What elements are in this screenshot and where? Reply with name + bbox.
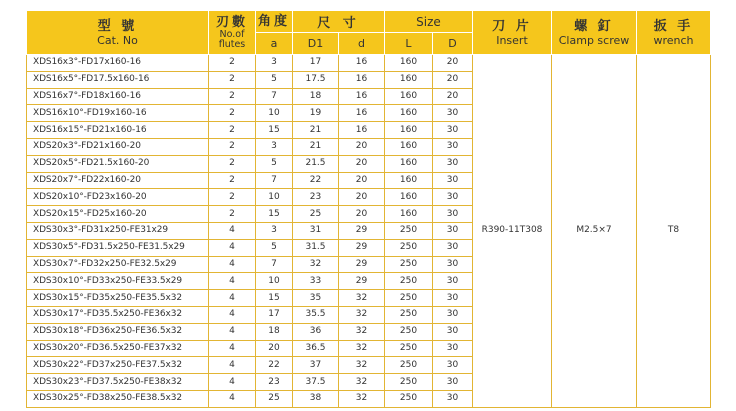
cell-flutes: 2: [209, 138, 256, 155]
cell-cat-no: XDS30x25°-FD38x250-FE38.5x32: [27, 390, 209, 407]
cell-cat-no: XDS20x5°-FD21.5x160-20: [27, 155, 209, 172]
cell-d-small: 16: [339, 88, 385, 105]
cell-d-large: 30: [433, 340, 473, 357]
header-size-en: Size: [385, 11, 473, 33]
cell-cat-no: XDS30x20°-FD36.5x250-FE37x32: [27, 340, 209, 357]
cell-insert: R390-11T308: [473, 55, 552, 408]
cell-angle: 5: [256, 155, 293, 172]
cell-l: 160: [385, 206, 433, 223]
header-angle-a: a: [256, 33, 293, 55]
cell-l: 160: [385, 172, 433, 189]
cell-d-small: 20: [339, 155, 385, 172]
cell-d-small: 16: [339, 122, 385, 139]
cell-d-large: 30: [433, 256, 473, 273]
cell-cat-no: XDS20x10°-FD23x160-20: [27, 189, 209, 206]
cell-d-large: 30: [433, 390, 473, 407]
cell-d1: 37.5: [293, 374, 339, 391]
cell-angle: 23: [256, 374, 293, 391]
cell-l: 250: [385, 290, 433, 307]
cell-flutes: 4: [209, 357, 256, 374]
cell-d-large: 20: [433, 88, 473, 105]
cell-flutes: 4: [209, 306, 256, 323]
cell-cat-no: XDS20x15°-FD25x160-20: [27, 206, 209, 223]
cell-d1: 36: [293, 323, 339, 340]
cell-d-small: 32: [339, 306, 385, 323]
cell-flutes: 2: [209, 71, 256, 88]
cell-flutes: 2: [209, 105, 256, 122]
cell-d1: 37: [293, 357, 339, 374]
cell-l: 250: [385, 390, 433, 407]
cell-cat-no: XDS30x22°-FD37x250-FE37.5x32: [27, 357, 209, 374]
cell-l: 160: [385, 122, 433, 139]
cell-d-large: 30: [433, 273, 473, 290]
header-wrench: 扳 手 wrench: [637, 11, 711, 55]
cell-d-large: 20: [433, 71, 473, 88]
cell-d-small: 32: [339, 357, 385, 374]
cell-cat-no: XDS16x7°-FD18x160-16: [27, 88, 209, 105]
cell-d1: 21: [293, 138, 339, 155]
cell-cat-no: XDS30x10°-FD33x250-FE33.5x29: [27, 273, 209, 290]
header-size-zh: 尺 寸: [293, 11, 385, 33]
cell-flutes: 2: [209, 88, 256, 105]
cell-l: 250: [385, 306, 433, 323]
cell-l: 250: [385, 374, 433, 391]
cell-d1: 23: [293, 189, 339, 206]
cell-l: 160: [385, 105, 433, 122]
cell-d-large: 30: [433, 290, 473, 307]
spec-table-container: [26, 10, 711, 408]
cell-d-small: 29: [339, 222, 385, 239]
header-clamp-screw: 螺 釘 Clamp screw: [552, 11, 637, 55]
header-cat-no: 型 號 Cat. No: [27, 11, 209, 55]
cell-d1: 35: [293, 290, 339, 307]
cell-d1: 21: [293, 122, 339, 139]
cell-l: 250: [385, 256, 433, 273]
cell-cat-no: XDS16x10°-FD19x160-16: [27, 105, 209, 122]
cell-d-large: 30: [433, 138, 473, 155]
cell-flutes: 4: [209, 390, 256, 407]
cell-flutes: 2: [209, 172, 256, 189]
cell-d1: 36.5: [293, 340, 339, 357]
cell-flutes: 4: [209, 340, 256, 357]
cell-angle: 5: [256, 71, 293, 88]
cell-angle: 3: [256, 55, 293, 72]
cell-d-large: 30: [433, 122, 473, 139]
cell-l: 250: [385, 340, 433, 357]
cell-l: 160: [385, 55, 433, 72]
cell-l: 160: [385, 189, 433, 206]
cell-d-large: 30: [433, 323, 473, 340]
cell-d1: 38: [293, 390, 339, 407]
cell-d1: 33: [293, 273, 339, 290]
cell-angle: 3: [256, 138, 293, 155]
cell-l: 160: [385, 88, 433, 105]
cell-d1: 21.5: [293, 155, 339, 172]
cell-d-small: 29: [339, 256, 385, 273]
cell-flutes: 4: [209, 374, 256, 391]
cell-angle: 10: [256, 273, 293, 290]
cell-angle: 20: [256, 340, 293, 357]
cell-cat-no: XDS30x17°-FD35.5x250-FE36x32: [27, 306, 209, 323]
cell-flutes: 4: [209, 290, 256, 307]
cell-cat-no: XDS30x15°-FD35x250-FE35.5x32: [27, 290, 209, 307]
cell-d-large: 30: [433, 172, 473, 189]
cell-flutes: 4: [209, 273, 256, 290]
cell-d-large: 30: [433, 206, 473, 223]
spec-table-body: [27, 55, 711, 408]
cell-d-large: 30: [433, 105, 473, 122]
header-insert: 刀 片 Insert: [473, 11, 552, 55]
cell-cat-no: XDS16x5°-FD17.5x160-16: [27, 71, 209, 88]
cell-l: 250: [385, 323, 433, 340]
cell-d-small: 16: [339, 71, 385, 88]
cell-angle: 22: [256, 357, 293, 374]
cell-d-large: 30: [433, 374, 473, 391]
cell-l: 160: [385, 71, 433, 88]
cell-cat-no: XDS30x18°-FD36x250-FE36.5x32: [27, 323, 209, 340]
cell-angle: 17: [256, 306, 293, 323]
cell-d-small: 20: [339, 172, 385, 189]
cell-d-small: 20: [339, 189, 385, 206]
cell-angle: 7: [256, 256, 293, 273]
cell-angle: 5: [256, 239, 293, 256]
cell-d-large: 30: [433, 357, 473, 374]
cell-d-small: 32: [339, 340, 385, 357]
cell-clamp-screw: M2.5×7: [552, 55, 637, 408]
cell-angle: 3: [256, 222, 293, 239]
cell-d1: 22: [293, 172, 339, 189]
cell-flutes: 4: [209, 239, 256, 256]
cell-cat-no: XDS30x7°-FD32x250-FE32.5x29: [27, 256, 209, 273]
cell-d-small: 32: [339, 374, 385, 391]
cell-d-small: 20: [339, 138, 385, 155]
cell-angle: 10: [256, 189, 293, 206]
cell-d-large: 30: [433, 306, 473, 323]
cell-d1: 25: [293, 206, 339, 223]
cell-angle: 10: [256, 105, 293, 122]
cell-l: 160: [385, 138, 433, 155]
cell-l: 250: [385, 273, 433, 290]
cell-d-small: 16: [339, 105, 385, 122]
header-flutes: 刃數 No.of flutes: [209, 11, 256, 55]
cell-cat-no: XDS20x7°-FD22x160-20: [27, 172, 209, 189]
cell-flutes: 2: [209, 206, 256, 223]
spec-table: [26, 10, 711, 408]
cell-flutes: 4: [209, 222, 256, 239]
cell-d1: 19: [293, 105, 339, 122]
cell-cat-no: XDS30x5°-FD31.5x250-FE31.5x29: [27, 239, 209, 256]
cell-d-small: 20: [339, 206, 385, 223]
table-row: [27, 55, 711, 72]
cell-angle: 18: [256, 323, 293, 340]
cell-angle: 15: [256, 290, 293, 307]
cell-d1: 31.5: [293, 239, 339, 256]
cell-d1: 17.5: [293, 71, 339, 88]
cell-cat-no: XDS16x15°-FD21x160-16: [27, 122, 209, 139]
cell-cat-no: XDS20x3°-FD21x160-20: [27, 138, 209, 155]
header-l: L: [385, 33, 433, 55]
header-d1: D1: [293, 33, 339, 55]
cell-wrench: T8: [637, 55, 711, 408]
header-d-large: D: [433, 33, 473, 55]
cell-d-small: 32: [339, 290, 385, 307]
cell-d-large: 30: [433, 239, 473, 256]
header-d-small: d: [339, 33, 385, 55]
cell-d-small: 32: [339, 390, 385, 407]
cell-d1: 31: [293, 222, 339, 239]
cell-d-large: 20: [433, 55, 473, 72]
cell-cat-no: XDS30x3°-FD31x250-FE31x29: [27, 222, 209, 239]
cell-d-large: 30: [433, 189, 473, 206]
cell-d-small: 32: [339, 323, 385, 340]
cell-d1: 17: [293, 55, 339, 72]
cell-l: 250: [385, 357, 433, 374]
cell-angle: 25: [256, 390, 293, 407]
cell-d-small: 16: [339, 55, 385, 72]
cell-flutes: 4: [209, 256, 256, 273]
cell-d1: 32: [293, 256, 339, 273]
cell-flutes: 4: [209, 323, 256, 340]
cell-d-large: 30: [433, 155, 473, 172]
cell-flutes: 2: [209, 155, 256, 172]
cell-d-large: 30: [433, 222, 473, 239]
cell-l: 160: [385, 155, 433, 172]
cell-flutes: 2: [209, 189, 256, 206]
cell-d1: 35.5: [293, 306, 339, 323]
cell-cat-no: XDS16x3°-FD17x160-16: [27, 55, 209, 72]
cell-flutes: 2: [209, 122, 256, 139]
cell-d-small: 29: [339, 239, 385, 256]
cell-angle: 7: [256, 172, 293, 189]
cell-l: 250: [385, 239, 433, 256]
cell-flutes: 2: [209, 55, 256, 72]
cell-cat-no: XDS30x23°-FD37.5x250-FE38x32: [27, 374, 209, 391]
cell-angle: 15: [256, 206, 293, 223]
cell-angle: 7: [256, 88, 293, 105]
cell-d-small: 29: [339, 273, 385, 290]
header-angle: 角度: [256, 11, 293, 33]
cell-d1: 18: [293, 88, 339, 105]
cell-l: 250: [385, 222, 433, 239]
cell-angle: 15: [256, 122, 293, 139]
